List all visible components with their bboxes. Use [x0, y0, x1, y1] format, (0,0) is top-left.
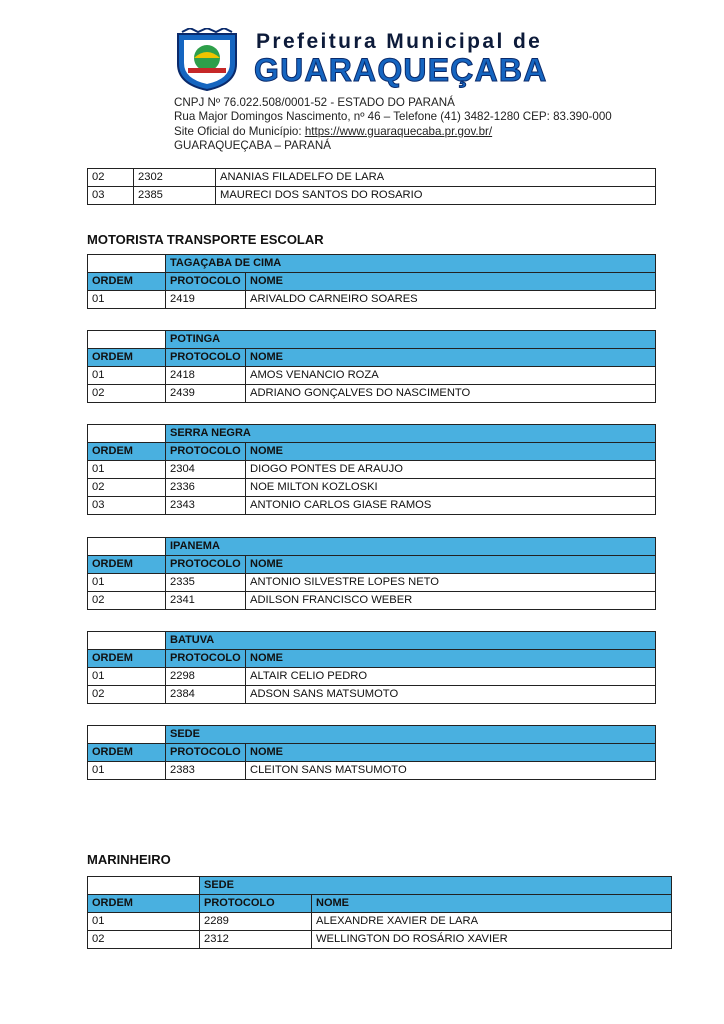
protocolo-cell: 2312 — [200, 931, 312, 949]
ordem-cell: 02 — [88, 592, 166, 610]
table-row — [88, 497, 656, 515]
nome-cell: ADSON SANS MATSUMOTO — [246, 686, 656, 704]
blank-cell — [88, 538, 166, 556]
blank-cell — [88, 331, 166, 349]
column-header-ordem: ORDEM — [88, 744, 166, 762]
column-header-nome: NOME — [246, 556, 656, 574]
locality-name: POTINGA — [166, 331, 656, 349]
protocolo-cell: 2341 — [166, 592, 246, 610]
table-row — [88, 479, 656, 497]
column-header-protocolo: PROTOCOLO — [166, 273, 246, 291]
column-header-ordem: ORDEM — [88, 349, 166, 367]
locality-name: SEDE — [166, 726, 656, 744]
column-header-protocolo: PROTOCOLO — [166, 349, 246, 367]
protocolo-cell: 2439 — [166, 385, 246, 403]
nome-cell: MAURECI DOS SANTOS DO ROSARIO — [216, 187, 656, 205]
table-row — [88, 686, 656, 704]
locality-name: BATUVA — [166, 632, 656, 650]
locality-table — [87, 330, 656, 403]
locality-row — [88, 726, 656, 744]
protocolo-cell: 2343 — [166, 497, 246, 515]
column-header-nome: NOME — [246, 744, 656, 762]
column-header-protocolo: PROTOCOLO — [166, 650, 246, 668]
site-line — [174, 125, 612, 139]
protocolo-cell: 2298 — [166, 668, 246, 686]
column-header-row — [88, 744, 656, 762]
ordem-cell: 03 — [88, 187, 134, 205]
ordem-cell: 01 — [88, 367, 166, 385]
protocolo-cell: 2336 — [166, 479, 246, 497]
column-header-protocolo: PROTOCOLO — [200, 895, 312, 913]
protocolo-cell: 2302 — [134, 169, 216, 187]
blank-cell — [88, 632, 166, 650]
table-row — [88, 913, 672, 931]
nome-cell: ALEXANDRE XAVIER DE LARA — [312, 913, 672, 931]
ordem-cell: 02 — [88, 169, 134, 187]
section-title-marinheiro: MARINHEIRO — [87, 852, 171, 867]
header-city-name: GUARAQUEÇABA — [254, 52, 548, 88]
nome-cell: ADILSON FRANCISCO WEBER — [246, 592, 656, 610]
column-header-protocolo: PROTOCOLO — [166, 443, 246, 461]
locality-table — [87, 254, 656, 309]
municipal-coat-of-arms-icon — [172, 28, 242, 92]
blank-cell — [88, 726, 166, 744]
column-header-ordem: ORDEM — [88, 443, 166, 461]
ordem-cell: 01 — [88, 291, 166, 309]
column-header-nome: NOME — [246, 443, 656, 461]
column-header-row — [88, 349, 656, 367]
table-row — [88, 291, 656, 309]
blank-cell — [88, 255, 166, 273]
locality-row — [88, 632, 656, 650]
ordem-cell: 01 — [88, 668, 166, 686]
locality-table — [87, 631, 656, 704]
nome-cell: ADRIANO GONÇALVES DO NASCIMENTO — [246, 385, 656, 403]
section-title-motorista: MOTORISTA TRANSPORTE ESCOLAR — [87, 232, 324, 247]
location-line: GUARAQUEÇABA – PARANÁ — [174, 139, 331, 153]
nome-cell: ANTONIO CARLOS GIASE RAMOS — [246, 497, 656, 515]
table-row — [88, 367, 656, 385]
column-header-nome: NOME — [246, 349, 656, 367]
ordem-cell: 01 — [88, 574, 166, 592]
column-header-row — [88, 443, 656, 461]
ordem-cell: 02 — [88, 931, 200, 949]
header-info — [174, 96, 612, 154]
address-line: Rua Major Domingos Nascimento, nº 46 – Telefone (41) 3482-1280 CEP: 83.390-000 — [174, 110, 612, 124]
nome-cell: WELLINGTON DO ROSÁRIO XAVIER — [312, 931, 672, 949]
locality-name: IPANEMA — [166, 538, 656, 556]
column-header-row — [88, 650, 656, 668]
table-row — [88, 385, 656, 403]
locality-name: TAGAÇABA DE CIMA — [166, 255, 656, 273]
locality-table — [87, 876, 672, 949]
locality-name: SERRA NEGRA — [166, 425, 656, 443]
table-row — [88, 461, 656, 479]
locality-row — [88, 538, 656, 556]
cnpj-line: CNPJ Nº 76.022.508/0001-52 - ESTADO DO PARANÁ — [174, 96, 455, 109]
locality-table — [87, 725, 656, 780]
column-header-nome: NOME — [312, 895, 672, 913]
column-header-row — [88, 556, 656, 574]
nome-cell: NOE MILTON KOZLOSKI — [246, 479, 656, 497]
ordem-cell: 02 — [88, 686, 166, 704]
table-row — [88, 574, 656, 592]
table-row — [88, 762, 656, 780]
column-header-nome: NOME — [246, 273, 656, 291]
site-link[interactable]: https://www.guaraquecaba.pr.gov.br/ — [304, 124, 493, 138]
locality-name: SEDE — [200, 877, 672, 895]
protocolo-cell: 2304 — [166, 461, 246, 479]
header-title: Prefeitura Municipal de — [256, 30, 543, 53]
table-row — [88, 668, 656, 686]
ordem-cell: 01 — [88, 913, 200, 931]
locality-row — [88, 255, 656, 273]
ordem-cell: 01 — [88, 762, 166, 780]
column-header-ordem: ORDEM — [88, 556, 166, 574]
ordem-cell: 01 — [88, 461, 166, 479]
column-header-row — [88, 273, 656, 291]
nome-cell: ANTONIO SILVESTRE LOPES NETO — [246, 574, 656, 592]
nome-cell: ANANIAS FILADELFO DE LARA — [216, 169, 656, 187]
continuation-table — [87, 168, 656, 205]
locality-row — [88, 425, 656, 443]
locality-table — [87, 424, 656, 515]
blank-cell — [88, 877, 200, 895]
column-header-nome: NOME — [246, 650, 656, 668]
table-row — [88, 592, 656, 610]
locality-row — [88, 331, 656, 349]
protocolo-cell: 2289 — [200, 913, 312, 931]
column-header-ordem: ORDEM — [88, 895, 200, 913]
column-header-row — [88, 895, 672, 913]
nome-cell: CLEITON SANS MATSUMOTO — [246, 762, 656, 780]
nome-cell: AMOS VENANCIO ROZA — [246, 367, 656, 385]
table-row — [88, 931, 672, 949]
table-row — [88, 169, 656, 187]
nome-cell: DIOGO PONTES DE ARAUJO — [246, 461, 656, 479]
ordem-cell: 02 — [88, 385, 166, 403]
ordem-cell: 02 — [88, 479, 166, 497]
protocolo-cell: 2385 — [134, 187, 216, 205]
column-header-protocolo: PROTOCOLO — [166, 744, 246, 762]
blank-cell — [88, 425, 166, 443]
column-header-ordem: ORDEM — [88, 273, 166, 291]
locality-table — [87, 537, 656, 610]
protocolo-cell: 2418 — [166, 367, 246, 385]
protocolo-cell: 2383 — [166, 762, 246, 780]
table-row — [88, 187, 656, 205]
nome-cell: ARIVALDO CARNEIRO SOARES — [246, 291, 656, 309]
protocolo-cell: 2384 — [166, 686, 246, 704]
protocolo-cell: 2419 — [166, 291, 246, 309]
column-header-protocolo: PROTOCOLO — [166, 556, 246, 574]
site-label: Site Oficial do Município: — [174, 124, 305, 138]
column-header-ordem: ORDEM — [88, 650, 166, 668]
locality-row — [88, 877, 672, 895]
ordem-cell: 03 — [88, 497, 166, 515]
nome-cell: ALTAIR CELIO PEDRO — [246, 668, 656, 686]
protocolo-cell: 2335 — [166, 574, 246, 592]
